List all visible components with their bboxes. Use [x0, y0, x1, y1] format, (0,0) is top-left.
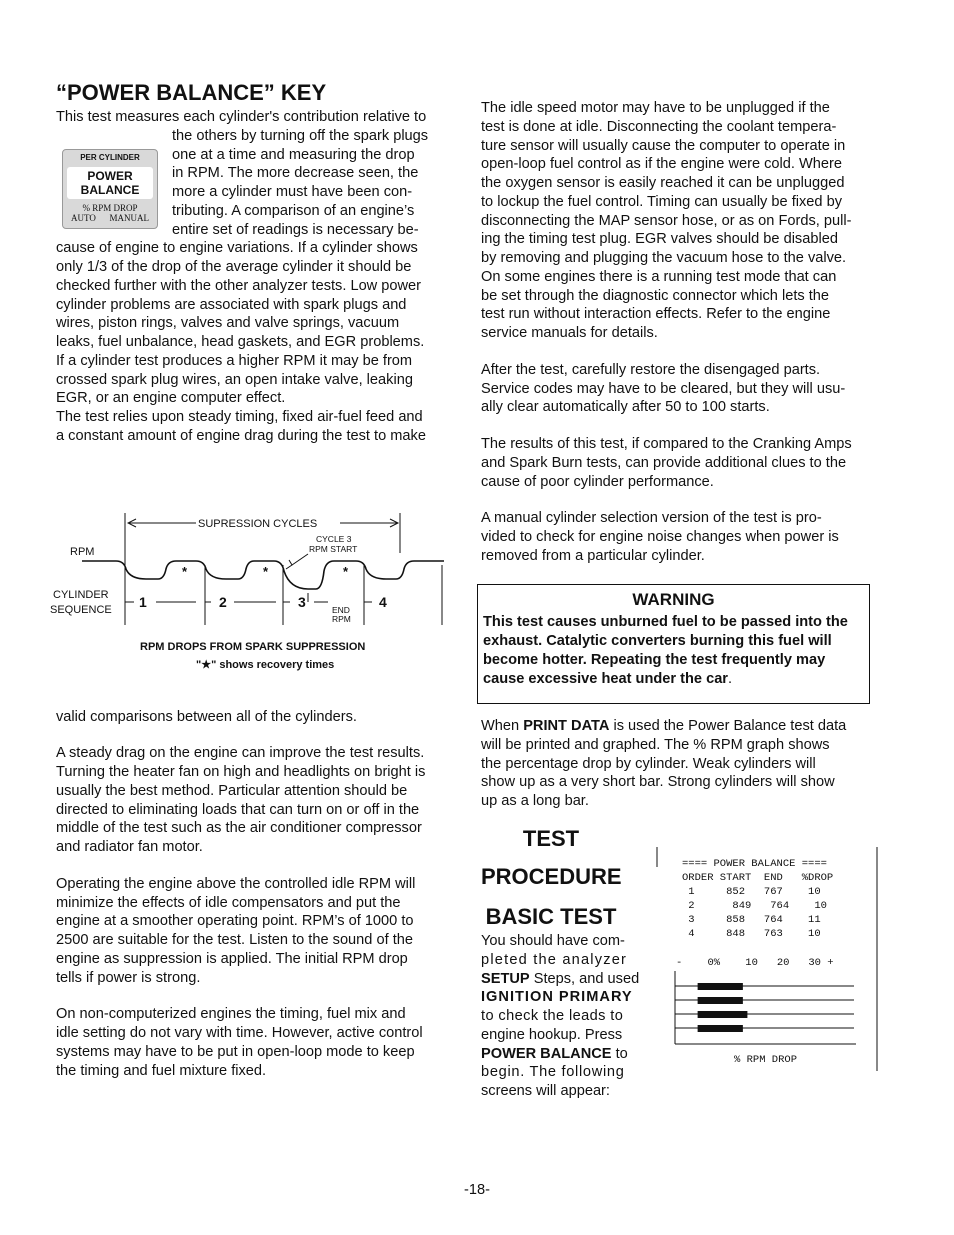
proc-heading-procedure: PROCEDURE [481, 864, 622, 889]
p4-line: tells if power is strong. [56, 969, 201, 986]
printout-row: 2 849 764 10 [682, 900, 827, 912]
proc-ignition: IGNITION PRIMARY [481, 989, 633, 1006]
cyl-num-3: 3 [298, 594, 306, 610]
cycle3-arrowhead [286, 560, 292, 569]
p3-line: directed to eliminating loads that can turn on or off in the [56, 801, 420, 818]
proc-setup: SETUP [481, 970, 530, 987]
bar-cylinder-3 [698, 1011, 748, 1018]
key-label-line1: POWER [87, 168, 133, 183]
proc-pb-rest: to [611, 1045, 628, 1062]
p1-line: leaks, fuel unbalance, head gaskets, and EGR problems. [56, 334, 425, 350]
warning-last-line [483, 670, 864, 689]
p1-line: one at a time and measuring the drop [172, 146, 415, 163]
p1-line: The test relies upon steady timing, fixed air-fuel feed and [56, 409, 423, 425]
page-title: “POWER BALANCE” KEY [56, 80, 327, 105]
proc-line: screens will appear: [481, 1083, 610, 1099]
proc-heading-basic: BASIC TEST [485, 904, 617, 929]
p4-line: minimize the effects of idle compensators and put the [56, 894, 401, 911]
warning-line: This test causes unburned fuel to be passed into the [483, 614, 848, 630]
key-drop: % RPM DROP [82, 202, 138, 213]
p5-when: When [481, 718, 524, 734]
warning-period: . [728, 671, 733, 687]
r-p3-line: The results of this test, if compared to the Cranking Amps [481, 436, 852, 452]
p3-line: middle of the test such as the air conditioner compressor [56, 820, 422, 837]
p5-line: idle setting do not vary with time. However, active control [56, 1025, 423, 1041]
r-p1-line: open-loop fuel control as if the engine were cold. Where [481, 156, 843, 173]
r-p1-line: to lockup the fuel control. Timing can usually be fixed by [481, 193, 842, 210]
diagram-caption1: RPM DROPS FROM SPARK SUPPRESSION [140, 641, 366, 653]
power-balance-key-icon [62, 149, 158, 229]
warning-line: exhaust. Catalytic converters burning this fuel will [483, 633, 832, 649]
r-p1-line: On some engines there is a running test mode that can [481, 268, 837, 285]
warning-body [483, 613, 864, 689]
p4-line: Operating the engine above the controlled idle RPM will [56, 875, 416, 892]
r-p4-line: removed from a particular cylinder. [481, 547, 705, 564]
printout-row: 4 848 763 10 [682, 928, 821, 940]
r-p1-line: The idle speed motor may have to be unplugged if the [481, 100, 830, 116]
r-p1-line: test is done at idle. Disconnecting the coolant tempera- [481, 118, 837, 135]
p1-line: checked further with the other analyzer tests. Low power [56, 277, 422, 294]
p1-line: If a cylinder test produces a higher RPM it may be from [56, 352, 413, 369]
cyl-num-2: 2 [219, 594, 227, 610]
bar-cylinder-1 [698, 983, 743, 990]
p3-line: and radiator fan motor. [56, 839, 203, 855]
p5-line: systems may have to be put in open-loop mode to keep [56, 1043, 415, 1060]
p1-line: wires, piston rings, valves and valve springs, vacuum [56, 315, 400, 332]
end-line1: END [332, 605, 350, 615]
cycle3-pointer [292, 554, 308, 565]
p4-line: engine as suppression is applied. The initial RPM drop [56, 950, 408, 967]
warning-box [477, 584, 870, 704]
p1-line: the others by turning off the spark plugs [172, 127, 429, 144]
cyl-line2: SEQUENCE [50, 604, 112, 616]
p3-line: A steady drag on the engine can improve the test results. [56, 745, 425, 762]
r-p3-line: and Spark Burn tests, can provide additional clues to the [481, 454, 847, 471]
r-p2-line: ally clear automatically after 50 to 100 starts. [481, 399, 770, 416]
proc-line [481, 1045, 647, 1064]
warning-title: WARNING [632, 590, 715, 609]
proc-heading-test: TEST [522, 826, 580, 851]
r-p2-line: After the test, carefully restore the disengaged parts. [481, 361, 821, 378]
proc-line [481, 970, 647, 989]
printout-footer: % RPM DROP [734, 1054, 798, 1066]
key-header: PER CYLINDER [80, 152, 140, 162]
cycle3-line1: CYCLE 3 [316, 534, 352, 544]
p1-line: a constant amount of engine drag during the test to make [56, 427, 426, 444]
p1-line: crossed spark plug wires, an open intake valve, leaking [56, 371, 413, 388]
rpm-drop-diagram [46, 505, 451, 680]
r-p3-line: cause of poor cylinder performance. [481, 473, 714, 490]
cycle3-line2: RPM START [309, 544, 358, 554]
proc-setup-rest: Steps, and used [529, 970, 640, 987]
r-p1-line: test run without interaction effects. Refer to the engine [481, 306, 831, 323]
rpm-label: RPM [70, 546, 95, 558]
proc-line: pleted the analyzer [481, 951, 628, 968]
p1-line: EGR, or an engine computer effect. [56, 390, 286, 407]
p1-line: only 1/3 of the drop of the average cylinder it should be [56, 259, 412, 275]
supp-label: SUPRESSION CYCLES [198, 518, 318, 530]
recovery-star: * [343, 564, 349, 579]
proc-line: to check the leads to [481, 1008, 624, 1024]
r-p5-line [481, 717, 870, 736]
cyl-line1: CYLINDER [53, 589, 109, 601]
p1-line: entire set of readings is necessary be- [172, 221, 419, 238]
proc-line: begin. The following [481, 1064, 625, 1081]
proc-power-balance: POWER BALANCE [481, 1045, 612, 1062]
printout-header: ==== POWER BALANCE ==== [682, 858, 827, 870]
cyl-num-1: 1 [139, 594, 147, 610]
proc-line: You should have com- [481, 933, 625, 949]
p4-line: 2500 are suitable for the test. Listen to the sound of the [56, 932, 413, 948]
recovery-star: * [182, 564, 188, 579]
p4-line: engine at a smoother operating point. RPM’s of 1000 to [56, 913, 414, 930]
printout-row: 1 852 767 10 [682, 886, 821, 898]
key-label [67, 167, 153, 199]
p3-line: Turning the heater fan on high and headlights on bright is [56, 764, 426, 780]
r-p1-line: ing the timing test plug. EGR valves should be disabled [481, 231, 838, 248]
p1-line: more a cylinder must have been con- [172, 184, 413, 200]
p1-line: in RPM. The more decrease seen, the [172, 165, 419, 182]
p2: valid comparisons between all of the cylinders. [56, 708, 357, 725]
proc-line: engine hookup. Press [481, 1026, 623, 1043]
printout-columns: ORDER START END %DROP [682, 872, 834, 884]
print-data-paragraph [481, 717, 870, 811]
r-p5-line: up as a long bar. [481, 793, 589, 809]
key-auto: AUTO [71, 212, 96, 223]
page-number: -18- [464, 1182, 490, 1198]
diagram-caption2: "★" shows recovery times [196, 659, 335, 671]
r-p4-line: A manual cylinder selection version of the test is pro- [481, 510, 822, 527]
p1-line: cylinder problems are associated with spark plugs and [56, 296, 407, 313]
cyl-num-4: 4 [379, 594, 387, 610]
test-procedure [481, 820, 647, 1101]
p1-line: cause of engine to engine variations. If a cylinder shows [56, 240, 418, 257]
r-p1-line: be set through the diagnostic connector which lets the [481, 287, 830, 304]
right-column [481, 99, 870, 566]
recovery-star: * [263, 564, 269, 579]
power-balance-printout [656, 847, 878, 1071]
r-p5-line: the percentage drop by cylinder. Weak cylinders will [481, 755, 816, 772]
p5-line: the timing and fuel mixture fixed. [56, 1062, 267, 1079]
p1-first-line: This test measures each cylinder's contribution relative to [56, 109, 427, 125]
bar-cylinder-4 [698, 1025, 743, 1032]
r-p1-line: by removing and plugging the vacuum hose to the valve. [481, 250, 847, 266]
p3-line: usually the best method. Particular attention should be [56, 782, 408, 799]
r-p1-line: disconnecting the MAP sensor hose, or as on Fords, pull- [481, 212, 852, 229]
r-p2-line: Service codes may have to be cleared, but they will usu- [481, 380, 846, 397]
r-p1-line: ture sensor will usually cause the computer to operate in [481, 137, 846, 154]
r-p1-line: service manuals for details. [481, 325, 658, 341]
p1-line: tributing. A comparison of an engine’s [172, 202, 415, 219]
p5-rest: is used the Power Balance test data [609, 718, 847, 734]
key-modes [63, 213, 157, 223]
warning-last: cause excessive heat under the car [483, 671, 728, 687]
end-line2: RPM [332, 614, 351, 624]
warning-line: become hotter. Repeating the test frequently may [483, 652, 826, 668]
printout-row: 3 858 764 11 [682, 914, 821, 926]
r-p4-line: vided to check for engine noise changes when power is [481, 529, 839, 545]
key-label-line2: BALANCE [80, 182, 140, 197]
p5-print-data: PRINT DATA [523, 718, 610, 734]
r-p5-line: will be printed and graphed. The % RPM graph shows [481, 736, 830, 753]
bar-cylinder-2 [698, 997, 743, 1004]
key-manual: MANUAL [109, 212, 149, 223]
p5-line: On non-computerized engines the timing, fuel mix and [56, 1006, 406, 1023]
printout-scale: - 0% 10 20 30 + [676, 957, 834, 969]
r-p1-line: the oxygen sensor is easily reached it can be unplugged [481, 175, 845, 191]
r-p5-line: show up as a very short bar. Strong cylinders will show [481, 774, 835, 791]
bar-group [675, 983, 854, 1032]
